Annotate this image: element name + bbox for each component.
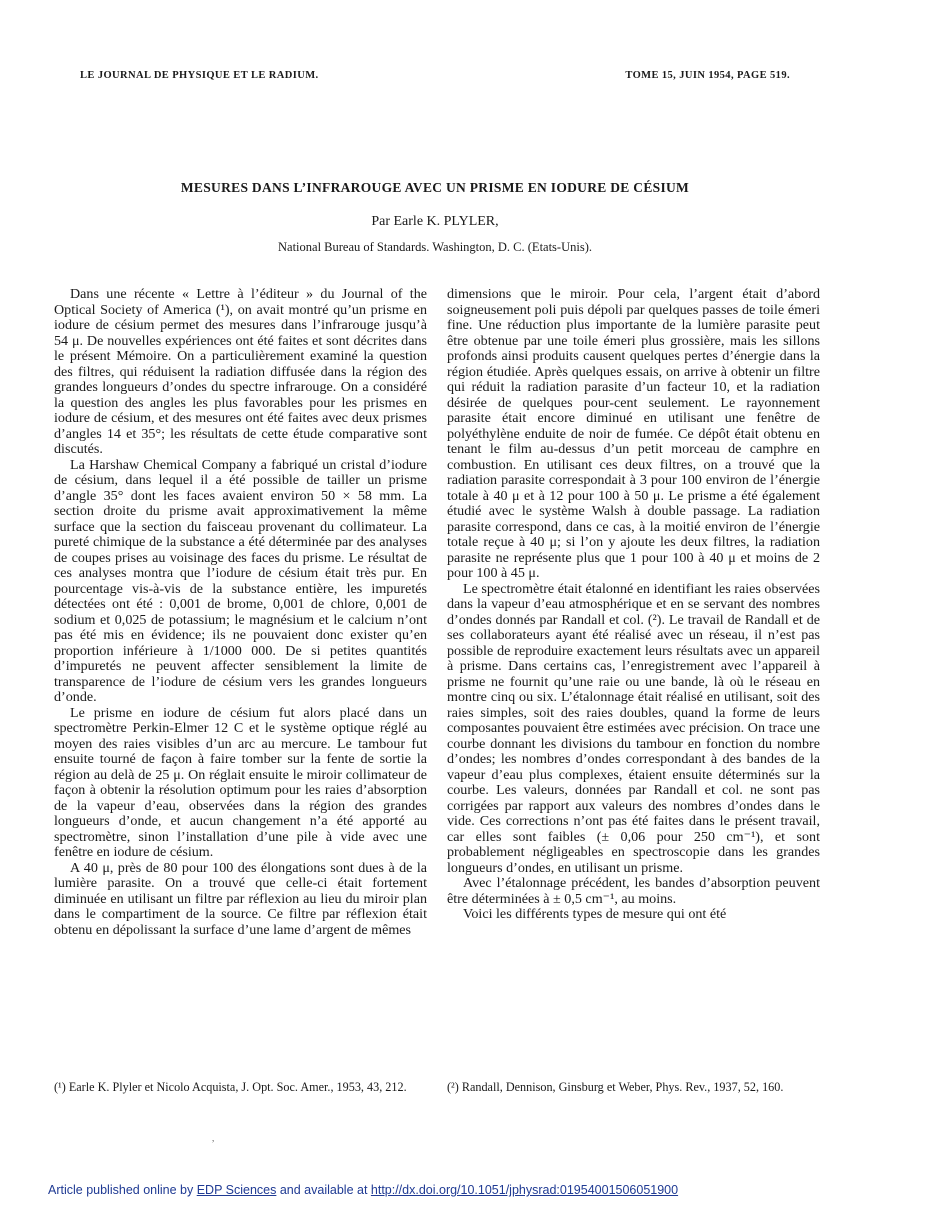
- paragraph: dimensions que le miroir. Pour cela, l’argent était d’abord soigneusement poli puis dépoli par quelques passes de toile émeri fine. Une réduction plus importante de la lumière parasite peut être obtenue par une toile émeri plus grossière, mais les sillons profonds ainsi produits causent quelques pertes d’énergie dans la région étudiée. Après quelques essais, on arrive à obtenir un filtre qui réduit la radiation parasite d’un facteur 10, et la radiation désirée de quelques pour-cent seulement. Le rayonnement parasite était encore diminué en utilisant une fenêtre de polyéthylène enduite de noir de fumée. Ce dépôt était obtenu en tenant le film au-dessus d’un petit morceau de camphre en combustion. En utilisant ces deux filtres, on a trouvé que la radiation parasite correspondait à 3 pour 100 environ de l’énergie totale à 40 μ et à 12 pour 100 à 50 μ. Le prisme a été également étudié avec le système Walsh à double passage. La radiation parasite correspond, dans ce cas, à la moitié environ de l’énergie totale reçue à 40 μ; si l’on y ajoute les deux filtres, la radiation parasite ne représente plus que 1 pour 100 à 40 μ et moins de 2 pour 100 à 45 μ.: [447, 286, 820, 581]
- running-head-journal: LE JOURNAL DE PHYSIQUE ET LE RADIUM.: [80, 70, 319, 81]
- footnote-1: (¹) Earle K. Plyler et Nicolo Acquista, J. Opt. Soc. Amer., 1953, 43, 212.: [54, 1080, 407, 1094]
- stray-mark: ,: [212, 1133, 215, 1143]
- paragraph: Voici les différents types de mesure qui ont été: [463, 906, 727, 922]
- banner-prefix: Article published online by: [48, 1183, 197, 1197]
- paragraph: Dans une récente « Lettre à l’éditeur » du Journal of the Optical Society of America (¹), on avait montré qu’un prisme en iodure de césium permet des mesures dans l’infrarouge jusqu’à 54 μ. De nouvelles expériences ont été faites et sont décrites dans le présent Mémoire. On a particulièrement examiné la question des filtres, qui réduisent la radiation diffusée dans la région des grandes longueurs d’ondes du spectre infrarouge. On a considéré la question des angles les plus favorables pour les prismes en iodure de césium, et des mesures ont été faites avec deux prismes d’angles 14 et 35°; les résultats de cette étude comparative sont discutés.: [54, 286, 427, 457]
- paragraph: La Harshaw Chemical Company a fabriqué un cristal d’iodure de césium, dans lequel il a été possible de tailler un prisme d’angle 35° dont les faces avaient environ 50 × 58 mm. La section droite du prisme avait approximativement la même surface que la section du faisceau provenant du collimateur. La pureté chimique de la substance a été déterminée par des analyses de coupes prises au voisinage des faces du prisme. Le résultat de ces analyses montra que l’iodure de césium était très pur. En pourcentage vis-à-vis de la substance entière, les impuretés détectées ont été : 0,001 de brome, 0,001 de chlore, 0,001 de sodium et 0,025 de potassium; le magnésium et le calcium n’ont pas été mis en évidence; ils ne pouvaient donc exister qu’en proportion inférieure à 1/1000 000. De si petites quantités d’impuretés ne peuvent affecter sensiblement la limite de transparence de l’iodure de césium vers les grandes longueurs d’onde.: [54, 456, 427, 705]
- running-head-issue: TOME 15, JUIN 1954, PAGE 519.: [625, 70, 790, 81]
- doi-link[interactable]: http://dx.doi.org/10.1051/jphysrad:01954001506051900: [370, 1183, 679, 1197]
- article-author: Par Earle K. PLYLER,: [371, 214, 499, 229]
- publication-banner: [48, 1183, 678, 1197]
- paragraph: A 40 μ, près de 80 pour 100 des élongations sont dues à de la lumière parasite. On a trouvé que celle-ci était fortement diminuée en utilisant un filtre par réflexion au lieu du miroir plan dans le compartiment de la source. Ce filtre par réflexion était obtenu en dépolissant la surface d’une lame d’argent de mêmes: [54, 859, 427, 938]
- paragraph: Le spectromètre était étalonné en identifiant les raies observées dans la vapeur d’eau atmosphérique et en se servant des nombres d’ondes donnés par Randall et col. (²). Le travail de Randall et de ses collaborateurs ayant été réalisé avec un réseau, il n’est pas possible de reproduire exactement leurs résultats avec un appareil à prisme. Dans certains cas, l’enregistrement avec l’appareil à prisme ne fournit qu’une raie ou une bande, là où le réseau en montre cinq ou six. L’étalonnage était réalisé en utilisant, soit des raies simples, soit des raies doubles, quand la forme de leurs composantes pouvaient être estimées avec précision. On trace une courbe donnant les divisions du tambour en fonction du nombre d’ondes; les nombres d’ondes correspondant à des bandes de la vapeur d’eau plus complexes, étaient ensuite déterminés sur la courbe. Les valeurs, données par Randall et col. ne sont pas corrigées par rapport aux valeurs des nombres d’ondes dans le vide. Ces corrections n’ont pas été faites dans le présent travail, car elles sont faibles (± 0,06 pour 250 cm⁻¹), et sont probablement négligeables en spectroscopie dans les grandes longueurs d’ondes, en utilisant un prisme.: [447, 580, 820, 876]
- banner-middle: and available at: [276, 1183, 371, 1197]
- footnote-2: (²) Randall, Dennison, Ginsburg et Weber, Phys. Rev., 1937, 52, 160.: [447, 1080, 784, 1094]
- body-column-left: [54, 287, 427, 938]
- paragraph: Avec l’étalonnage précédent, les bandes d’absorption peuvent être déterminées à ± 0,5 cm⁻¹, au moins.: [447, 875, 820, 907]
- article-affiliation: National Bureau of Standards. Washington, D. C. (Etats-Unis).: [278, 240, 592, 254]
- paragraph: Le prisme en iodure de césium fut alors placé dans un spectromètre Perkin-Elmer 12 C et le système optique réglé au moyen des raies visibles d’un arc au mercure. Le tambour fut ensuite tourné de façon à faire tomber sur la fente de sortie la région au delà de 25 μ. On réglait ensuite le miroir collimateur de façon à obtenir la résolution optimum pour les raies d’absorption de la vapeur d’eau, observées dans la région des grandes longueurs d’onde, et aucun changement n’a été apporté au spectromètre, sinon l’installation d’une pile à vide avec une fenêtre en iodure de césium.: [54, 704, 427, 860]
- article-title: MESURES DANS L’INFRAROUGE AVEC UN PRISME EN IODURE DE CÉSIUM: [180, 180, 690, 195]
- publisher-link[interactable]: EDP Sciences: [196, 1183, 277, 1197]
- body-column-right: [447, 287, 820, 923]
